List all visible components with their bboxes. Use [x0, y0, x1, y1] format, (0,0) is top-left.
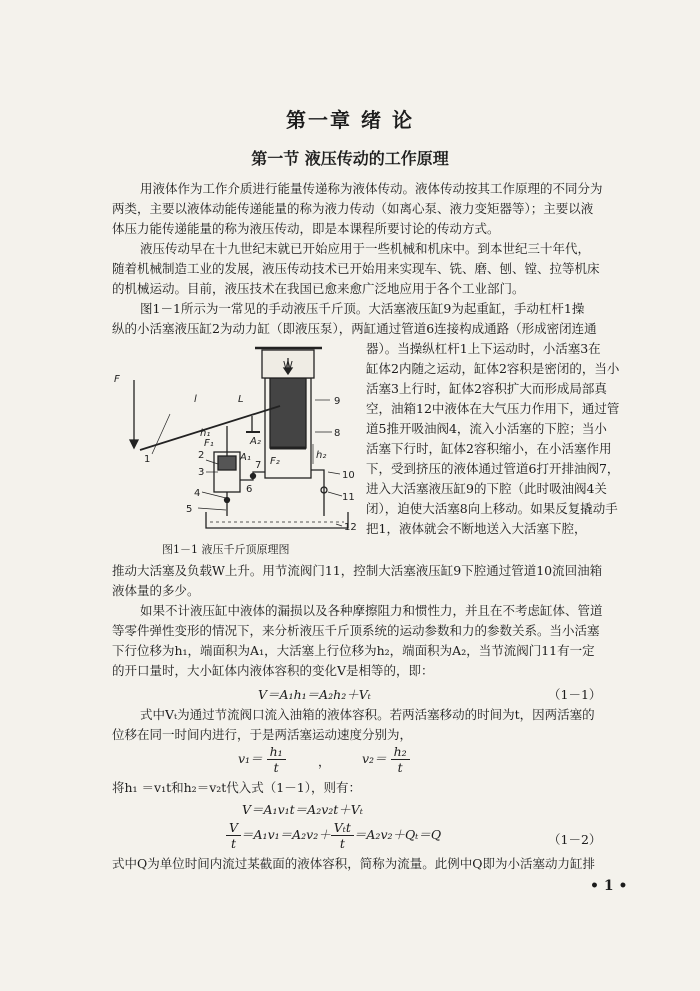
text-line: 等零件弹性变形的情况下，来分析液压千斤顶系统的运动参数和力的参数关系。当小活塞: [112, 623, 600, 638]
velocity-equation-v1: [238, 744, 286, 775]
label-A1: A₁: [240, 452, 251, 463]
eq2-fraction-a: [226, 820, 241, 851]
label-h1: h₁: [200, 428, 211, 439]
equation-1-2: [226, 820, 441, 851]
label-2: 2: [198, 450, 205, 461]
substituted-equation: V＝A₁v₁t＝A₂v₂t＋Vₜ: [242, 802, 363, 817]
eq2-end: ＝A₂v₂＋Qₜ＝Q: [353, 827, 442, 842]
equation-number-1-2: （1－2）: [548, 832, 602, 847]
text-line: 液体量的多少。: [112, 583, 200, 598]
label-12: 12: [344, 522, 357, 533]
text-line: 随着机械制造工业的发展，液压传动技术已开始用来实现车、铣、磨、刨、镗、拉等机床: [112, 261, 600, 276]
label-7: 7: [255, 460, 262, 471]
label-A2: A₂: [250, 436, 261, 447]
eq2-fraction-b-numerator: Vₜt: [331, 820, 354, 836]
text-line: 体压力能传递能量的称为液压传动，即是本课程所要讨论的传动方式。: [112, 221, 500, 236]
label-L: L: [238, 394, 244, 405]
v2-denominator: t: [397, 760, 403, 775]
text-line: 推动大活塞及负载W上升。用节流阀门11，控制大活塞液压缸9下腔通过管道10流回油箱: [112, 563, 603, 578]
text-line: 空，油箱12中液体在大气压力作用下，通过管: [366, 401, 620, 416]
label-h2: h₂: [316, 450, 327, 461]
text-line: 进入大活塞液压缸9的下腔（此时吸油阀4关: [366, 481, 607, 496]
label-F: F: [114, 374, 120, 385]
eq2-fraction-b: [331, 820, 354, 851]
text-line: 缸体2内随之运动，缸体2容积是密闭的，当小: [366, 361, 620, 376]
text-line: 闭），迫使大活塞8向上移动。如果反复撬动手: [366, 501, 618, 516]
text-line: 下，受到挤压的液体通过管道6打开排油阀7，: [366, 461, 620, 476]
label-8: 8: [334, 428, 341, 439]
eq2-fraction-a-numerator: V: [226, 820, 241, 836]
eq2-middle: ＝A₁v₁＝A₂v₂＋: [241, 827, 331, 842]
label-5: 5: [186, 504, 193, 515]
label-1: 1: [144, 454, 151, 465]
v1-denominator: t: [273, 760, 279, 775]
hydraulic-jack-diagram: [110, 340, 362, 540]
label-3: 3: [198, 467, 205, 478]
text-line: 将h₁ ＝v₁t和h₂＝v₂t代入式（1－1），则有：: [112, 780, 361, 795]
small-piston: [218, 456, 236, 470]
velocity-separator: ，: [318, 754, 331, 769]
equation-number-1-1: （1－1）: [548, 687, 602, 702]
label-6: 6: [246, 484, 253, 495]
velocity-equation-v2: [362, 744, 410, 775]
text-line: 位移在同一时间内进行，于是两活塞运动速度分别为，: [112, 727, 413, 742]
label-9: 9: [334, 396, 341, 407]
equation-1-1: V＝A₁h₁＝A₂h₂＋Vₜ: [258, 687, 371, 702]
text-line: 纵的小活塞液压缸2为动力缸（即液压泵），两缸通过管道6连接构成通路（形成密闭连通: [112, 321, 597, 336]
text-line: 图1－1所示为一常见的手动液压千斤顶。大活塞液压缸9为起重缸，手动杠杆1操: [140, 301, 585, 316]
section-title: 第一节 液压传动的工作原理: [251, 149, 449, 168]
text-line: 把1，液体就会不断地送入大活塞下腔，: [366, 521, 587, 536]
text-line: 活塞3上行时，缸体2容积扩大而形成局部真: [366, 381, 607, 396]
text-line: 两类，主要以液体动能传递能量的称为液力传动（如离心泵、液力变矩器等）；主要以液: [112, 201, 594, 216]
v2-fraction: [391, 744, 410, 775]
text-line: 式中Q为单位时间内流过某截面的液体容积，简称为流量。此例中Q即为小活塞动力缸排: [112, 856, 595, 871]
large-piston: [270, 378, 306, 448]
text-line: 如果不计液压缸中液体的漏损以及各种摩擦阻力和惯性力，并且在不考虑缸体、管道: [140, 603, 603, 618]
eq2-fraction-a-denominator: t: [231, 836, 237, 851]
text-line: 活塞下行时，缸体2容积缩小，在小活塞作用: [366, 441, 612, 456]
v1-fraction: [267, 744, 286, 775]
v1-numerator: h₁: [267, 744, 286, 760]
text-line: 液压传动早在十九世纪末就已开始应用于一些机械和机床中。到本世纪三十年代，: [140, 241, 591, 256]
v2-lhs: v₂＝: [362, 751, 387, 766]
text-line: 用液体作为工作介质进行能量传递称为液体传动。液体传动按其工作原理的不同分为: [140, 181, 603, 196]
text-line: 式中Vₜ为通过节流阀口流入油箱的液体容积。若两活塞移动的时间为t，因两活塞的: [140, 707, 595, 722]
label-4: 4: [194, 488, 201, 499]
label-W: W: [283, 360, 293, 371]
text-line: 的机械运动。目前，液压技术在我国已愈来愈广泛地应用于各个工业部门。: [112, 281, 525, 296]
chapter-title: 第一章 绪 论: [286, 108, 414, 132]
v2-numerator: h₂: [391, 744, 410, 760]
label-l: l: [194, 394, 197, 405]
figure-caption: 图1－1 液压千斤顶原理图: [162, 543, 290, 556]
text-line: 道5推开吸油阀4，流入小活塞的下腔；当小: [366, 421, 607, 436]
v1-lhs: v₁＝: [238, 751, 263, 766]
text-line: 的开口量时，大小缸体内液体容积的变化V是相等的，即：: [112, 663, 434, 678]
label-11: 11: [342, 492, 355, 503]
page-number: • 1 •: [590, 878, 628, 894]
label-10: 10: [342, 470, 355, 481]
text-line: 器）。当操纵杠杆1上下运动时，小活塞3在: [366, 341, 601, 356]
eq2-fraction-b-denominator: t: [339, 836, 345, 851]
label-F2: F₂: [270, 456, 280, 467]
label-F1: F₁: [204, 438, 214, 449]
text-line: 下行位移为h₁，端面积为A₁，大活塞上行位移为h₂，端面积为A₂，当节流阀门11有一定: [112, 643, 595, 658]
